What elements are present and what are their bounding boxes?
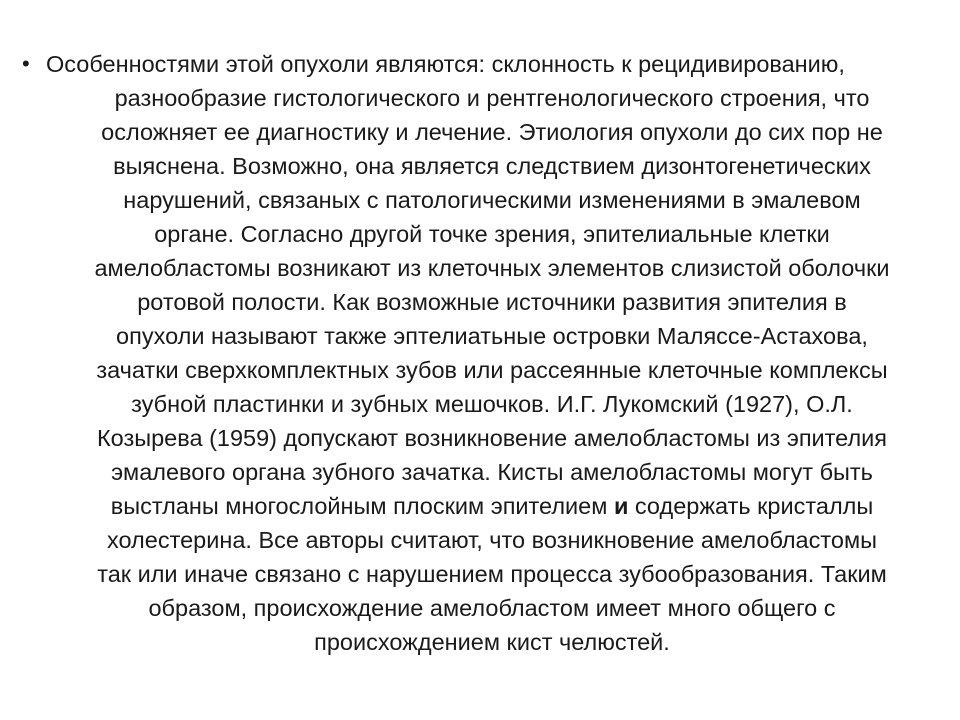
text-line: зубной пластинки и зубных мешочков. И.Г. Лукомский (1927), О.Л. bbox=[131, 391, 853, 417]
text-line bbox=[46, 489, 938, 523]
text-line: происхождением кист челюстей. bbox=[314, 629, 670, 655]
bold-conjunction: и bbox=[613, 493, 629, 519]
paragraph-text bbox=[46, 47, 938, 659]
text-line: ротовой полости. Как возможные источники развития эпителия в bbox=[137, 289, 847, 315]
bullet-point-icon: • bbox=[22, 51, 30, 76]
text-line: выяснена. Возможно, она является следствием дизонтогенетических bbox=[113, 153, 871, 179]
text-line: Особенностями этой опухоли являются: склонность к рецидивированию, bbox=[46, 51, 845, 77]
text-segment: выстланы многослойным плоским эпителием bbox=[110, 493, 614, 519]
text-line: холестерина. Все авторы считают, что возникновение амелобластомы bbox=[107, 527, 877, 553]
text-line: зачатки сверхкомплектных зубов или рассеянные клеточные комплексы bbox=[96, 357, 888, 383]
text-line: органе. Согласно другой точке зрения, эпителиальные клетки bbox=[154, 221, 830, 247]
text-line: амелобластомы возникают из клеточных элементов слизистой оболочки bbox=[94, 255, 890, 281]
bullet-paragraph bbox=[22, 47, 938, 659]
text-line: разнообразие гистологического и рентгенологического строения, что bbox=[114, 85, 870, 111]
text-line: эмалевого органа зубного зачатка. Кисты амелобластомы могут быть bbox=[111, 459, 873, 485]
text-segment: содержать кристаллы bbox=[628, 493, 874, 519]
text-line: Козырева (1959) допускают возникновение амелобластомы из эпителия bbox=[96, 425, 888, 451]
text-line: опухоли называют также эптелиатьные островки Маляссе-Астахова, bbox=[116, 323, 868, 349]
text-line: образом, происхождение амелобластом имеет много общего с bbox=[148, 595, 836, 621]
text-line: так или иначе связано с нарушением процесса зубообразования. Таким bbox=[97, 561, 887, 587]
text-line: нарушений, связаных с патологическими изменениями в эмалевом bbox=[123, 187, 861, 213]
text-line: осложняет ее диагностику и лечение. Этиология опухоли до сих пор не bbox=[101, 119, 883, 145]
